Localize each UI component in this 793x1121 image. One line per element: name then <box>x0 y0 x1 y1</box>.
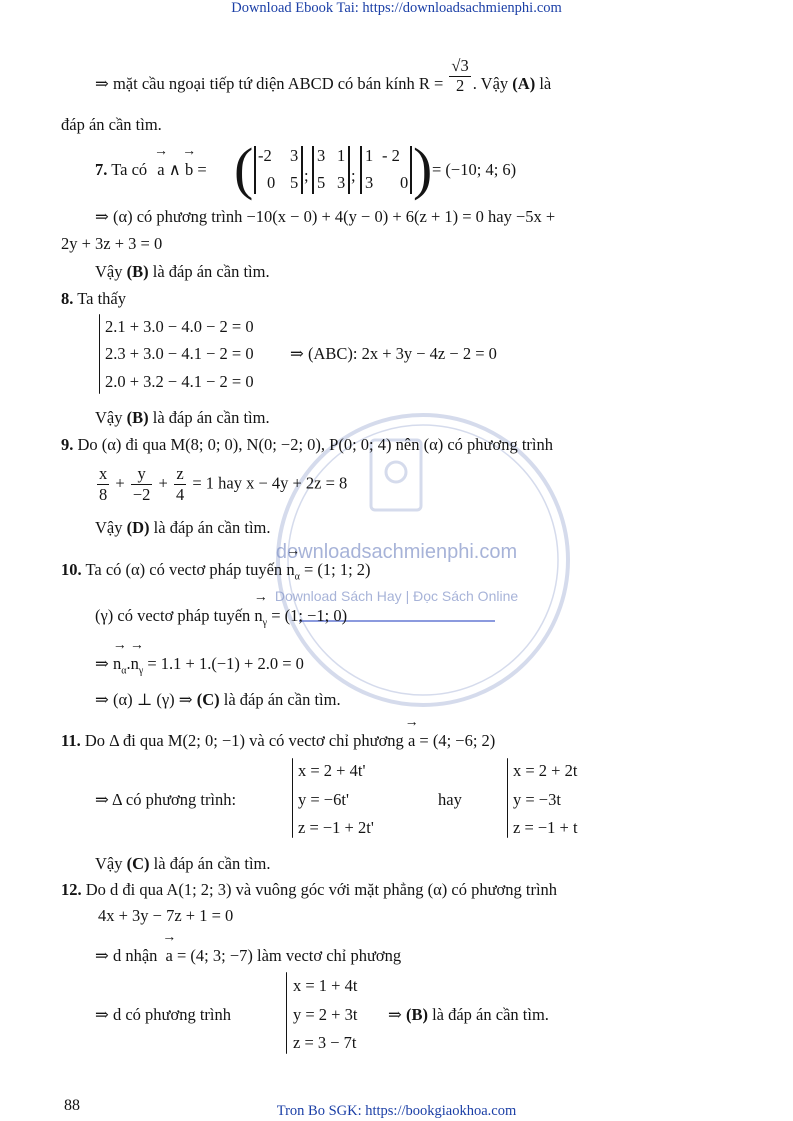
p9-answer: (D) <box>126 518 150 537</box>
p7-answer: (B) <box>126 262 149 281</box>
p10-dot-n-gamma <box>131 656 144 676</box>
p10-concl-b: là đáp án cần tìm. <box>223 690 341 709</box>
intro-text-c: là <box>539 74 552 93</box>
p11-sys2-z: z = −1 + t <box>513 818 578 837</box>
p7-line1 <box>95 162 207 179</box>
p7-m3-a: 1 <box>365 146 374 165</box>
p11-sys1-y: y = −6t' <box>298 790 349 809</box>
p7-m2-bar-right <box>348 146 350 194</box>
p12-plane: 4x + 3y − 7z + 1 = 0 <box>98 906 234 925</box>
p9-conclusion <box>95 520 271 537</box>
p7-wedge: ∧ <box>168 160 181 179</box>
p7-eq: = <box>197 160 207 179</box>
p9-frac-z <box>174 465 186 504</box>
radius-denominator: 2 <box>455 75 465 95</box>
intro-line2: đáp án cần tìm. <box>61 115 162 134</box>
p7-m2-a: 3 <box>317 146 326 165</box>
p8-sys-1: 2.1 + 3.0 − 4.0 − 2 = 0 <box>105 317 254 336</box>
p12-answer: (B) <box>405 1005 428 1024</box>
p10-conclusion <box>95 692 341 709</box>
p8-sys-3: 2.0 + 3.2 − 4.1 − 2 = 0 <box>105 372 254 391</box>
p9-frac-x-den: 8 <box>99 485 108 505</box>
p10-concl-a: ⇒ (α) ⊥ (γ) ⇒ <box>95 690 193 709</box>
p9-plus-1: + <box>115 473 125 493</box>
p7-m3-c: 3 <box>365 173 374 192</box>
p12-concl-b: là đáp án cần tìm. <box>432 1005 549 1024</box>
p7-line2: ⇒ (α) có phương trình −10(x − 0) + 4(y − 0) + 6(z + 1) = 0 hay −5x + <box>95 207 556 226</box>
p8-plane: ⇒ (ABC): 2x + 3y − 4z − 2 = 0 <box>290 344 497 363</box>
p12-line1 <box>61 882 557 899</box>
p12-vec-value: = (4; 3; −7) làm vectơ chỉ phương <box>176 946 402 965</box>
p7-m1-c: 0 <box>267 173 276 192</box>
p11-sys2-y: y = −3t <box>513 790 561 809</box>
p10-number: 10. <box>61 560 82 579</box>
p12-sys-x: x = 1 + 4t <box>293 976 358 995</box>
p7-vec-b: → b <box>185 162 193 179</box>
p7-m2-d: 3 <box>337 173 346 192</box>
p7-m1-b: 3 <box>290 146 299 165</box>
p11-concl-b: là đáp án cần tìm. <box>153 854 271 873</box>
p9-line1 <box>61 437 553 454</box>
footer-link[interactable]: Tron Bo SGK: https://bookgiaokhoa.com <box>276 1103 517 1119</box>
p10-arrow: ⇒ <box>95 654 109 673</box>
p9-equation <box>95 465 347 504</box>
p11-number: 11. <box>61 731 81 750</box>
p8-line1 <box>61 291 126 308</box>
p10-n-gamma-sub: γ <box>262 617 268 629</box>
p9-frac-y <box>131 465 153 504</box>
header-download-link[interactable]: Download Ebook Tai: https://downloadsachmienphi.com <box>231 0 562 16</box>
p9-frac-y-den: −2 <box>132 485 151 505</box>
p7-m3-b: - 2 <box>382 146 400 165</box>
p11-sys1-z: z = −1 + 2t' <box>298 818 374 837</box>
p7-sep2: ; <box>351 166 356 185</box>
p9-plus-2: + <box>158 473 168 493</box>
p11-line1 <box>61 733 495 750</box>
p8-sys-2: 2.3 + 3.0 − 4.1 − 2 = 0 <box>105 344 254 363</box>
p10-dot: . <box>126 654 131 673</box>
p12-brace <box>286 972 287 1054</box>
p11-vec-a: → a <box>408 733 415 750</box>
p11-lead: Do Δ đi qua M(2; 0; −1) và có vectơ chỉ phương <box>84 731 404 750</box>
p10-line2 <box>95 608 347 628</box>
p10-n-gamma-letter: n <box>254 606 263 625</box>
p10-dot-n-alpha-letter: n <box>112 654 122 673</box>
p11-brace-2 <box>507 758 508 838</box>
p9-tail: = 1 hay x − 4y + 2z = 8 <box>192 473 348 493</box>
p9-frac-y-num: y <box>131 465 153 485</box>
radius-fraction <box>449 58 470 94</box>
p7-number: 7. <box>95 160 108 179</box>
p12-line3 <box>95 948 401 965</box>
p10-dot-n-alpha <box>113 656 127 676</box>
p7-m1-bar-left <box>254 146 256 194</box>
p10-n-alpha-letter: n <box>286 560 295 579</box>
p11-conclusion <box>95 856 271 873</box>
p11-sys1-x: x = 2 + 4t' <box>298 761 366 780</box>
p10-line1 <box>61 562 371 582</box>
p7-m3-d: 0 <box>400 173 409 192</box>
p7-m1-bar-right <box>301 146 303 194</box>
p8-lead: Ta thấy <box>77 289 126 308</box>
p9-frac-z-den: 4 <box>175 485 185 505</box>
p10-gamma-lead: (γ) có vectơ pháp tuyến <box>95 606 251 625</box>
p11-sys2-x: x = 2 + 2t <box>513 761 578 780</box>
p7-conclusion <box>95 264 270 281</box>
p10-n-alpha <box>286 562 300 582</box>
p12-vec-a: → a <box>166 948 173 965</box>
p11-concl-a: Vậy <box>95 854 123 873</box>
p11-brace-1 <box>292 758 293 838</box>
p12-number: 12. <box>61 880 82 899</box>
p10-dot-n-gamma-sub: γ <box>138 665 144 677</box>
p12-eq-lead: ⇒ d có phương trình <box>95 1005 231 1024</box>
p9-number: 9. <box>61 435 74 454</box>
intro-answer: (A) <box>512 74 536 93</box>
p7-m3-bar-right <box>410 146 412 194</box>
p10-line3 <box>95 656 304 676</box>
p10-n-gamma <box>254 608 267 628</box>
p12-lead: Do d đi qua A(1; 2; 3) và vuông góc với mặt phẳng (α) có phương trình <box>85 880 558 899</box>
p7-m2-b: 1 <box>337 146 346 165</box>
p9-frac-x-num: x <box>97 465 109 485</box>
p7-open-paren: ( <box>234 136 254 201</box>
intro-text-a: ⇒ mặt cầu ngoại tiếp tứ diện ABCD có bán kính R = <box>95 74 444 93</box>
p9-lead: Do (α) đi qua M(8; 0; 0), N(0; −2; 0), P(0; 0; 4) nên (α) có phương trình <box>77 435 553 454</box>
p12-sys-z: z = 3 − 7t <box>293 1033 357 1052</box>
p8-brace <box>99 314 100 394</box>
p10-n-gamma-value: = (1; −1; 0) <box>271 606 348 625</box>
p7-close-paren: ) <box>413 136 433 201</box>
p10-n-alpha-value: = (1; 1; 2) <box>303 560 371 579</box>
p10-n-alpha-sub: α <box>294 571 300 583</box>
intro-line1 <box>95 56 552 95</box>
p7-m2-c: 5 <box>317 173 326 192</box>
p8-number: 8. <box>61 289 74 308</box>
p11-eq-lead: ⇒ Δ có phương trình: <box>95 790 237 809</box>
p7-concl-a: Vậy <box>95 262 123 281</box>
p10-dot-n-gamma-letter: n <box>130 654 139 673</box>
p8-concl-b: là đáp án cần tìm. <box>152 408 270 427</box>
p11-answer: (C) <box>126 854 150 873</box>
p7-concl-b: là đáp án cần tìm. <box>152 262 270 281</box>
p9-frac-z-num: z <box>174 465 186 485</box>
p7-lead: Ta có <box>111 160 148 179</box>
watermark-site: downloadsachmienphi.com <box>275 541 518 563</box>
p7-sep1: ; <box>304 166 309 185</box>
p12-nhan: ⇒ d nhận <box>95 946 158 965</box>
watermark-tagline: Download Sách Hay | Đọc Sách Online <box>274 588 519 604</box>
p7-vec-a: → a <box>157 162 164 179</box>
p7-m2-bar-left <box>312 146 314 194</box>
p11-vec-value: = (4; −6; 2) <box>419 731 496 750</box>
p9-frac-x <box>97 465 109 504</box>
p10-answer: (C) <box>196 690 220 709</box>
p12-sys-y: y = 2 + 3t <box>293 1005 358 1024</box>
intro-text-b: . Vậy <box>472 74 509 93</box>
p7-m1-d: 5 <box>290 173 299 192</box>
p10-dot-result: = 1.1 + 1.(−1) + 2.0 = 0 <box>147 654 304 673</box>
p7-m3-bar-left <box>360 146 362 194</box>
p12-concl-a: ⇒ <box>388 1005 402 1024</box>
p8-concl-a: Vậy <box>95 408 123 427</box>
p10-dot-n-alpha-sub: α <box>121 665 127 677</box>
p9-concl-b: là đáp án cần tìm. <box>153 518 271 537</box>
p7-result: = (−10; 4; 6) <box>432 160 517 179</box>
page-number: 88 <box>64 1097 80 1114</box>
p8-conclusion <box>95 410 270 427</box>
p8-answer: (B) <box>126 408 149 427</box>
p12-conclusion <box>388 1007 549 1024</box>
radius-numerator: √3 <box>451 56 469 76</box>
p11-hay: hay <box>438 790 462 809</box>
p7-line3: 2y + 3z + 3 = 0 <box>61 234 163 253</box>
p7-m1-a: -2 <box>258 146 272 165</box>
p9-concl-a: Vậy <box>95 518 123 537</box>
p10-lead: Ta có (α) có vectơ pháp tuyến <box>85 560 283 579</box>
